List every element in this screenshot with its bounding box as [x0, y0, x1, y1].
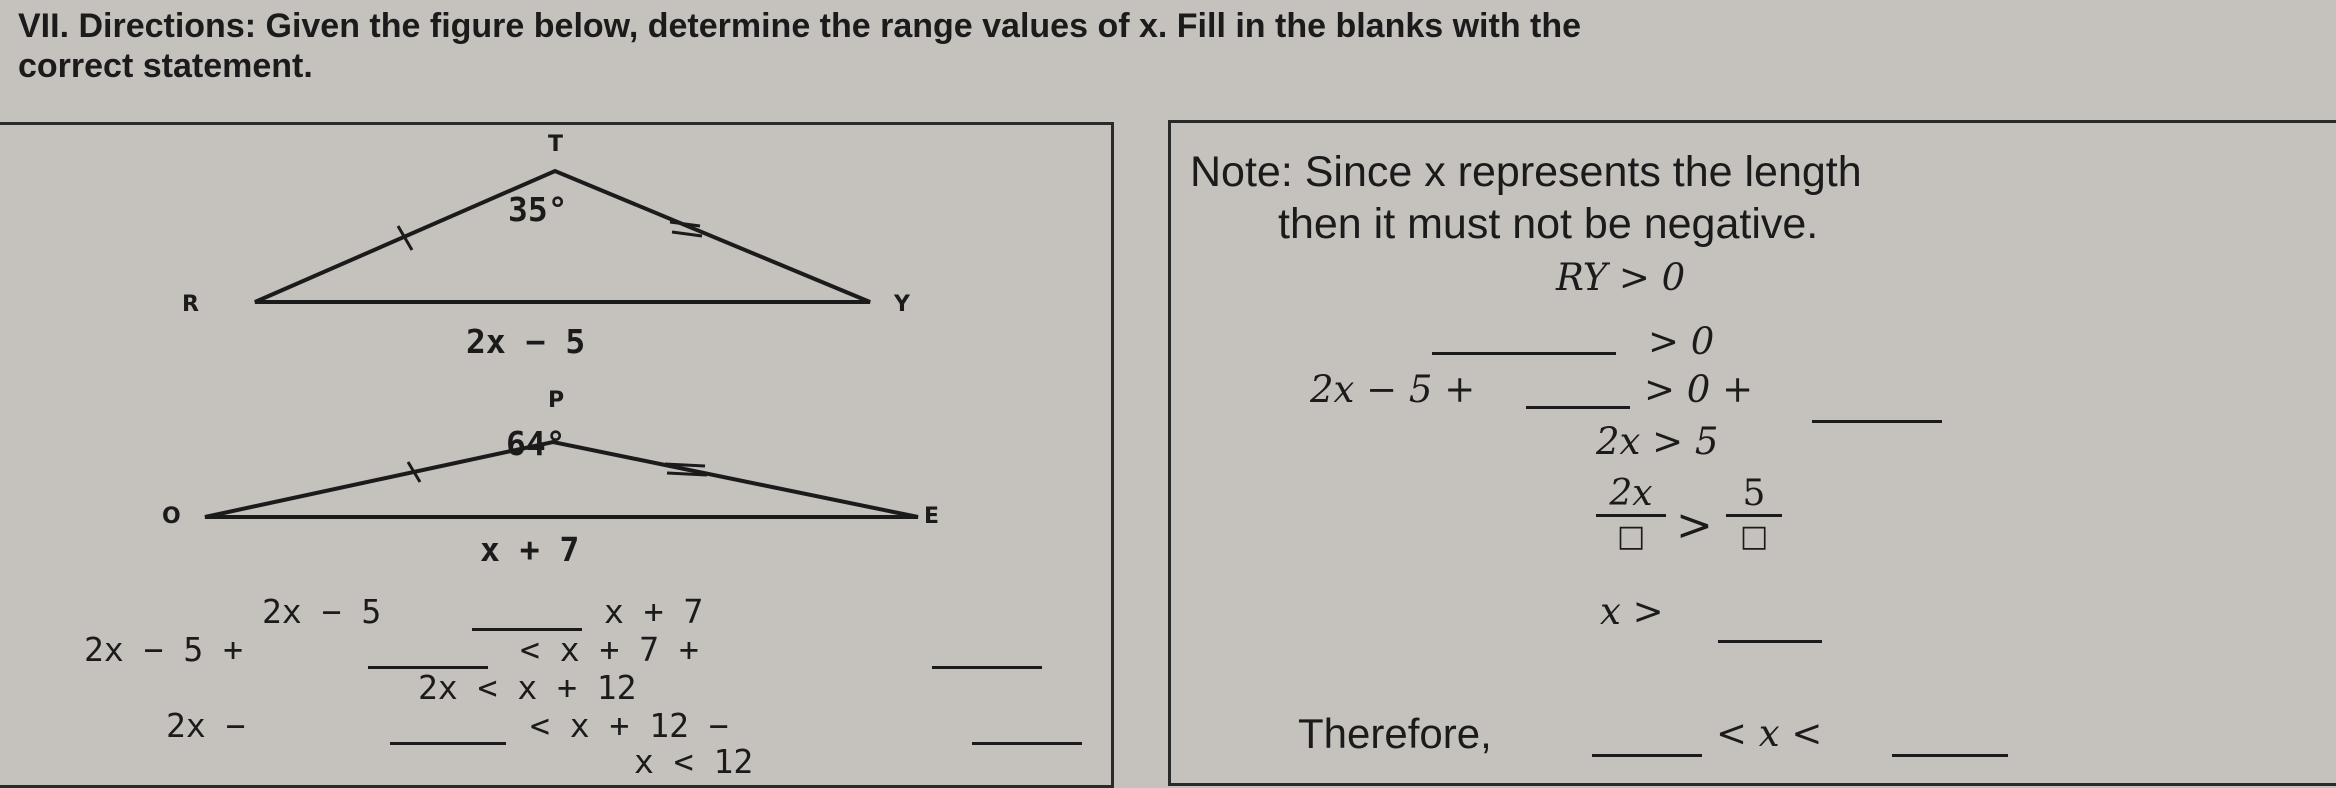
directions-line-2: correct statement. — [18, 47, 313, 85]
fraction-left-denominator[interactable]: □ — [1616, 519, 1646, 554]
blank-line-4b[interactable] — [972, 740, 1082, 745]
vertex-o-label: O — [162, 504, 181, 529]
angle-t-label: 35° — [508, 190, 568, 229]
blank-line-2b[interactable] — [932, 664, 1042, 669]
therefore-label: Therefore, — [1298, 710, 1492, 757]
blank-step-2[interactable] — [1432, 350, 1616, 355]
work-line-1-right: x + 7 — [604, 592, 704, 631]
work-line-5: x < 12 — [634, 742, 754, 781]
fraction-left — [1596, 474, 1666, 557]
step-1: RY > 0 — [1556, 256, 1686, 299]
work-line-4-left: 2x − — [166, 706, 246, 745]
blank-step-3a[interactable] — [1526, 404, 1630, 409]
work-line-2-left: 2x − 5 + — [84, 630, 243, 669]
tick-mark — [672, 232, 702, 236]
vertex-y-label: Y — [894, 292, 910, 317]
tick-mark — [667, 473, 707, 475]
step-3-left: 2x − 5 + — [1310, 368, 1476, 411]
note-line-2: then it must not be negative. — [1278, 200, 1819, 248]
blank-step-6[interactable] — [1718, 638, 1822, 643]
directions-line-1: VII. Directions: Given the figure below, determine the range values of x. Fill in the blanks with the — [18, 7, 1582, 45]
vertex-p-label: P — [548, 388, 565, 413]
work-line-2-right: < x + 7 + — [520, 630, 699, 669]
blank-therefore-high[interactable] — [1892, 752, 2008, 757]
angle-p-label: 64° — [506, 424, 566, 463]
base-oe-label: x + 7 — [480, 530, 580, 569]
fraction-gt: > — [1676, 500, 1713, 551]
step-6: x > — [1600, 590, 1664, 633]
step-2: > 0 — [1648, 320, 1715, 363]
fraction-left-numerator: 2x — [1609, 473, 1653, 514]
base-ry-label: 2x − 5 — [466, 322, 586, 361]
note-line-1: Note: Since x represents the length — [1190, 148, 1862, 196]
fraction-right — [1726, 474, 1782, 557]
tick-mark — [665, 464, 705, 466]
work-line-4-right: < x + 12 − — [530, 706, 729, 745]
step-3-right: > 0 + — [1644, 368, 1754, 411]
vertex-r-label: R — [182, 292, 199, 317]
work-line-1-left: 2x − 5 — [262, 592, 382, 631]
blank-therefore-low[interactable] — [1592, 752, 1702, 757]
fraction-right-denominator[interactable]: □ — [1739, 519, 1769, 554]
vertex-e-label: E — [924, 504, 940, 529]
work-line-3: 2x < x + 12 — [418, 668, 637, 707]
fraction-right-numerator: 5 — [1742, 473, 1766, 514]
blank-step-3b[interactable] — [1812, 418, 1942, 423]
therefore-inequality: < x < — [1716, 712, 1823, 755]
blank-line-4a[interactable] — [390, 740, 506, 745]
step-4: 2x > 5 — [1596, 420, 1719, 463]
vertex-t-label: T — [548, 132, 564, 157]
tick-mark — [670, 222, 700, 226]
triangles-figure — [0, 0, 1110, 560]
